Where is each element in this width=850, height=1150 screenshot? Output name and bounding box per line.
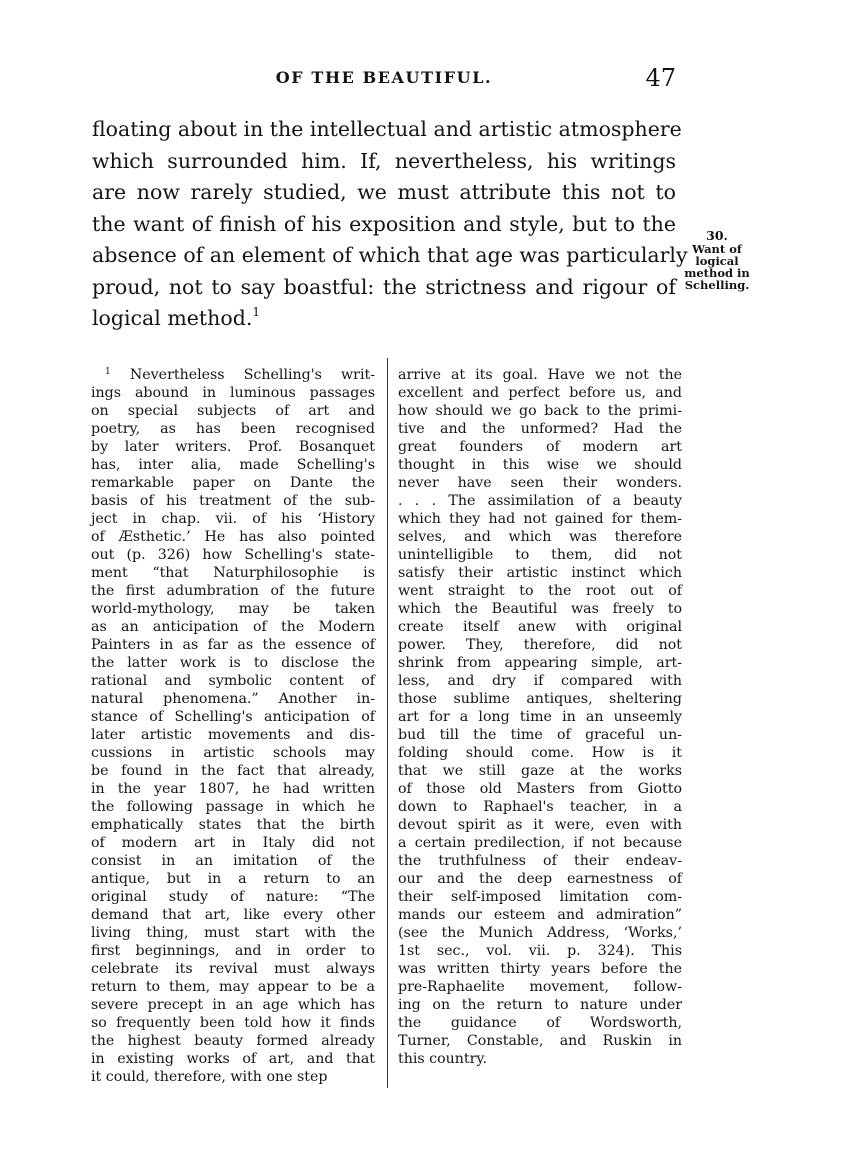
footnote-line: our and the deep earnestness of xyxy=(398,871,682,887)
footnote-line: (see the Munich Address, ‘Works,’ xyxy=(398,925,682,941)
footnote-line: Painters in as far as the essence of xyxy=(91,637,375,653)
footnote-line: excellent and perfect before us, and xyxy=(398,385,682,401)
footnote-line: original study of nature: “The xyxy=(91,889,375,905)
footnote-line: consist in an imitation of the xyxy=(91,853,375,869)
margin-note-number: 30. xyxy=(706,228,728,243)
body-line: the want of finish of his exposition and style, but to the xyxy=(92,211,676,236)
footnote-line: power. They, therefore, did not xyxy=(398,637,682,653)
footnote-line: emphatically states that the birth xyxy=(91,817,375,833)
footnote-line: down to Raphael's teacher, in a xyxy=(398,799,682,815)
footnote-line: of those old Masters from Giotto xyxy=(398,781,682,797)
footnote-line: in existing works of art, and that xyxy=(91,1051,375,1067)
page-number: 47 xyxy=(645,64,676,92)
footnote-line xyxy=(91,366,375,384)
footnote-line: the guidance of Wordsworth, xyxy=(398,1015,682,1031)
margin-note-line: Schelling. xyxy=(684,278,750,292)
footnote-line: later artistic movements and dis- xyxy=(91,727,375,743)
footnote-line: it could, therefore, with one step xyxy=(91,1069,328,1085)
footnote-line: how should we go back to the primi- xyxy=(398,403,682,419)
footnote-line: which the Beautiful was freely to xyxy=(398,601,682,617)
footnote-line: the latter work is to disclose the xyxy=(91,655,375,671)
footnote-line: antique, but in a return to an xyxy=(91,871,375,887)
footnote-line: satisfy their artistic instinct which xyxy=(398,565,682,581)
footnote-line: natural phenomena.” Another in- xyxy=(91,691,375,707)
footnote-line: art for a long time in an unseemly xyxy=(398,709,682,725)
footnote-line: thought in this wise we should xyxy=(398,457,682,473)
footnote-line: by later writers. Prof. Bosanquet xyxy=(91,439,375,455)
footnote-marker: 1 xyxy=(105,367,111,377)
footnote-line: basis of his treatment of the sub- xyxy=(91,493,375,509)
footnote-line: return to them, may appear to be a xyxy=(91,979,375,995)
footnote-line: was written thirty years before the xyxy=(398,961,682,977)
column-divider xyxy=(387,358,388,1088)
margin-note-line: logical xyxy=(695,254,739,268)
footnote-line: ject in chap. vii. of his ‘History xyxy=(91,511,375,527)
body-line: floating about in the intellectual and artistic atmosphere xyxy=(92,117,682,141)
footnote-line: first beginnings, and in order to xyxy=(91,943,375,959)
footnote-line: of Æsthetic.’ He has also pointed xyxy=(91,529,375,545)
footnote-line: so frequently been told how it finds xyxy=(91,1015,375,1031)
footnote-line: living thing, must start with the xyxy=(91,925,375,941)
footnote-line: in the year 1807, he had written xyxy=(91,781,375,797)
body-line: proud, not to say boastful: the strictness and rigour of xyxy=(92,274,676,299)
footnote-line: the following passage in which he xyxy=(91,799,375,815)
footnote-line: ings abound in luminous passages xyxy=(91,385,375,401)
footnote-line: . . . The assimilation of a beauty xyxy=(398,493,682,509)
body-line-last xyxy=(92,303,676,335)
footnote-line: severe precept in an age which has xyxy=(91,997,375,1013)
footnote-line: 1st sec., vol. vii. p. 324). This xyxy=(398,943,682,959)
footnote-reference: 1 xyxy=(252,305,260,319)
footnote-line: of modern art in Italy did not xyxy=(91,835,375,851)
footnote-line: demand that art, like every other xyxy=(91,907,375,923)
footnote-line: went straight to the root out of xyxy=(398,583,682,599)
footnote-line: out (p. 326) how Schelling's state- xyxy=(91,547,375,563)
footnote-line: ment “that Naturphilosophie is xyxy=(91,565,375,581)
body-line: absence of an element of which that age was particularly xyxy=(92,243,688,267)
footnote-line: selves, and which was therefore xyxy=(398,529,682,545)
footnote-line: arrive at its goal. Have we not the xyxy=(398,367,682,383)
footnote-line: a certain predilection, if not because xyxy=(398,835,682,851)
main-text xyxy=(92,114,688,335)
footnote-line: has, inter alia, made Schelling's xyxy=(91,457,375,473)
footnote-line: pre-Raphaelite movement, follow- xyxy=(398,979,682,995)
footnote-line: the truthfulness of their endeav- xyxy=(398,853,682,869)
footnote-line: as an anticipation of the Modern xyxy=(91,619,375,635)
footnote-line: unintelligible to them, did not xyxy=(398,547,682,563)
footnote-line-text: Nevertheless Schelling's writ- xyxy=(129,367,375,383)
footnote-line: be found in the fact that already, xyxy=(91,763,375,779)
footnote-line: bud till the time of graceful un- xyxy=(398,727,682,743)
footnote-line: remarkable paper on Dante the xyxy=(91,475,375,491)
margin-note xyxy=(682,230,752,291)
footnote-line: that we still gaze at the works xyxy=(398,763,682,779)
footnote-line: on special subjects of art and xyxy=(91,403,375,419)
footnote-line: less, and dry if compared with xyxy=(398,673,682,689)
page-header xyxy=(92,64,676,94)
footnote-line: the first adumbration of the future xyxy=(91,583,375,599)
footnote-line: rational and symbolic content of xyxy=(91,673,375,689)
body-line: which surrounded him. If, nevertheless, his writings xyxy=(92,148,676,173)
footnote-line: shrink from appearing simple, art- xyxy=(398,655,682,671)
footnote-line: their self-imposed limitation com- xyxy=(398,889,682,905)
footnote-right-column xyxy=(398,366,682,1068)
footnote-line: devout spirit as it were, even with xyxy=(398,817,682,833)
footnote-line: the highest beauty formed already xyxy=(91,1033,375,1049)
running-head: OF THE BEAUTIFUL. xyxy=(275,68,493,87)
footnote-line: celebrate its revival must always xyxy=(91,961,375,977)
footnote-line: never have seen their wonders. xyxy=(398,475,682,491)
body-line: are now rarely studied, we must attribute this not to xyxy=(92,180,676,204)
footnote-line: great founders of modern art xyxy=(398,439,682,455)
footnote-line: tive and the unformed? Had the xyxy=(398,421,682,437)
margin-note-line: method in xyxy=(684,266,750,280)
footnote-line: Turner, Constable, and Ruskin in xyxy=(398,1033,682,1049)
footnote-line: world-mythology, may be taken xyxy=(91,601,375,617)
footnote-line: ing on the return to nature under xyxy=(398,997,682,1013)
margin-note-line: Want of xyxy=(692,242,742,256)
footnote-left-column xyxy=(91,366,375,1086)
footnote-line: poetry, as has been recognised xyxy=(91,421,375,437)
footnote-line: cussions in artistic schools may xyxy=(91,745,375,761)
footnote-line: this country. xyxy=(398,1051,488,1067)
footnote-line: create itself anew with original xyxy=(398,619,682,635)
footnote-line: those sublime antiques, sheltering xyxy=(398,691,682,707)
body-line-text: logical method. xyxy=(92,306,253,330)
footnote-line: folding should come. How is it xyxy=(398,745,682,761)
footnote-line: mands our esteem and admiration” xyxy=(398,907,682,923)
footnote-line: stance of Schelling's anticipation of xyxy=(91,709,375,725)
footnote-line: which they had not gained for them- xyxy=(398,511,682,527)
